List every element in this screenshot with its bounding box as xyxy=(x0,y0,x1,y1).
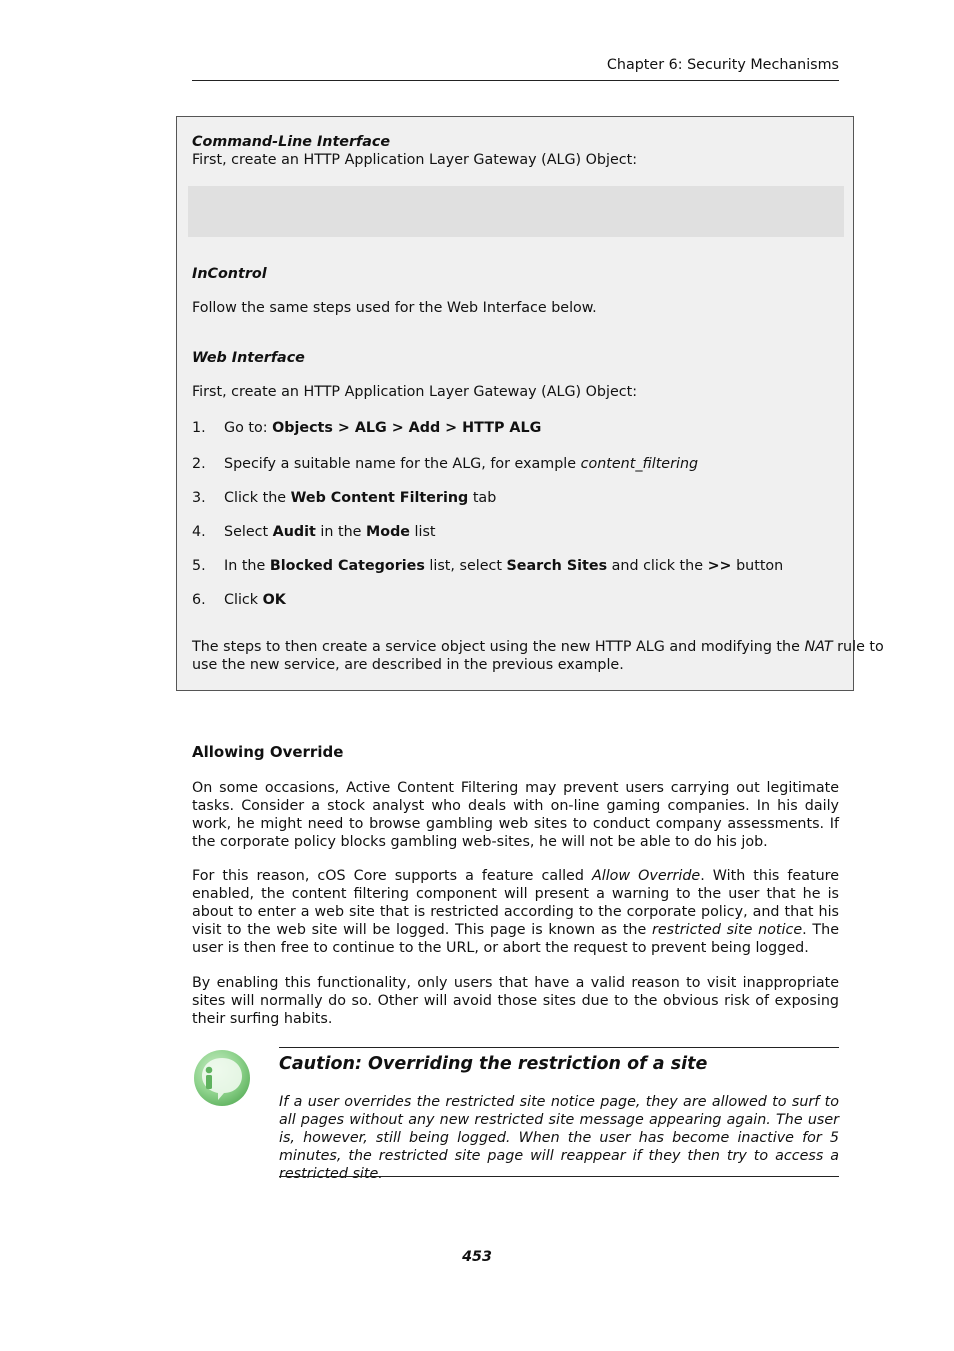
caution-top-rule xyxy=(279,1047,839,1048)
caution-body: If a user overrides the restricted site notice page, they are allowed to surf to all pages without any new restricted site message appearing again. The user is, however, still being logged. When the user has become inactive for 5 minutes, the restricted site page will reappear if they then try to access a restricted site. xyxy=(279,1094,839,1182)
step-text-part: in the xyxy=(315,524,367,540)
rule-name: NAT xyxy=(804,639,833,655)
step-text-part: Go to: xyxy=(224,420,273,436)
page-number: 453 xyxy=(462,1249,492,1265)
step-text-part: button xyxy=(731,558,784,574)
step-text xyxy=(224,489,496,507)
field-name: Mode xyxy=(366,524,410,540)
closing-text: The steps to then create a service object using the new HTTP ALG and modifying the xyxy=(192,639,805,655)
step-text xyxy=(224,591,286,609)
caution-bottom-rule xyxy=(279,1176,839,1177)
step-number: 2. xyxy=(192,456,206,472)
feature-name: Allow Override xyxy=(591,868,701,884)
step-number: 5. xyxy=(192,558,206,574)
step-text-part: Specify a suitable name for the ALG, for example xyxy=(224,456,581,472)
menu-path: Objects > ALG > Add > HTTP ALG xyxy=(272,420,542,436)
step-text-part: list, select xyxy=(424,558,507,574)
step-text-part: Select xyxy=(224,524,273,540)
step-number: 4. xyxy=(192,524,206,540)
button-name: OK xyxy=(262,592,286,608)
paragraph-2 xyxy=(192,867,839,957)
step-number: 3. xyxy=(192,490,206,506)
header-rule xyxy=(192,80,839,81)
web-interface-label: Web Interface xyxy=(192,350,305,366)
section-heading: Allowing Override xyxy=(192,743,344,761)
paragraph-3: By enabling this functionality, only users that have a valid reason to visit inappropriate sites will normally do so. Other will avoid those sites due to the obvious risk of exposing their surfing habits. xyxy=(192,975,839,1027)
step-text xyxy=(224,455,698,473)
step-text xyxy=(224,557,783,575)
list-name: Blocked Categories xyxy=(269,558,425,574)
tab-name: Web Content Filtering xyxy=(290,490,469,506)
cli-label: Command-Line Interface xyxy=(192,134,391,150)
web-interface-intro: First, create an HTTP Application Layer Gateway (ALG) Object: xyxy=(192,384,638,400)
caution-title: Caution: Overriding the restriction of a site xyxy=(279,1054,708,1074)
paragraph-text: . The user is then free to continue to the URL, or abort the request to prevent being logged. xyxy=(192,922,839,956)
step-text-part: In the xyxy=(224,558,270,574)
running-header: Chapter 6: Security Mechanisms xyxy=(606,57,839,73)
cli-intro: First, create an HTTP Application Layer Gateway (ALG) Object: xyxy=(192,152,638,168)
step-text xyxy=(224,523,436,541)
incontrol-label: InControl xyxy=(192,266,267,282)
paragraph-1: On some occasions, Active Content Filtering may prevent users carrying out legitimate tasks. Consider a stock analyst who deals with on-line gaming companies. In his daily work, he might need to browse gambling web sites to conduct company assessments. If the corporate policy blocks gambling web-sites, he will not be able to do his job. xyxy=(192,780,839,850)
closing-line-1 xyxy=(192,638,884,656)
example-box xyxy=(176,116,884,691)
step-number: 6. xyxy=(192,592,206,608)
step-text xyxy=(224,419,541,437)
cli-code-block xyxy=(188,186,844,237)
button-name: >> xyxy=(707,558,732,574)
category-name: Search Sites xyxy=(506,558,608,574)
option-name: Audit xyxy=(272,524,316,540)
info-icon xyxy=(192,1048,252,1108)
step-number: 1. xyxy=(192,420,206,436)
step-text-part: Click xyxy=(224,592,263,608)
step-text-part: Click the xyxy=(224,490,291,506)
closing-text: rule to xyxy=(832,639,884,655)
incontrol-text: Follow the same steps used for the Web Interface below. xyxy=(192,300,597,316)
example-name: content_filtering xyxy=(580,456,699,472)
step-text-part: tab xyxy=(468,490,497,506)
paragraph-text: . With this feature enabled, the content filtering component will present a warning to the user that he is about to enter a web site that is restricted according to the corporate policy, and that his visit to the web site will be logged. This page is known as the xyxy=(192,868,839,938)
step-text-part: list xyxy=(410,524,436,540)
paragraph-text: For this reason, cOS Core supports a feature called xyxy=(192,868,592,884)
term-name: restricted site notice xyxy=(651,922,803,938)
closing-line-2: use the new service, are described in the previous example. xyxy=(192,657,624,673)
step-text-part: and click the xyxy=(607,558,708,574)
